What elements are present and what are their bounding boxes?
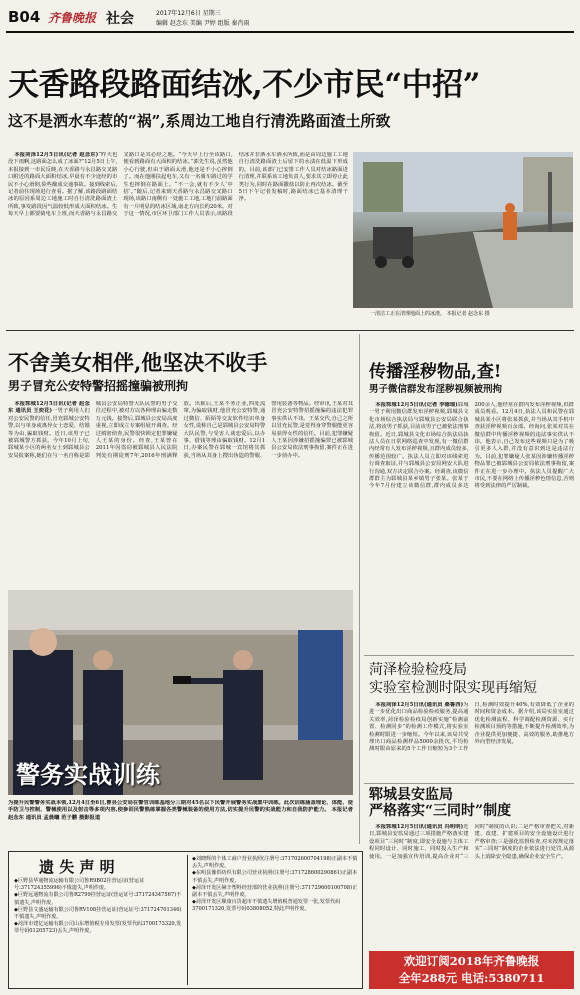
story5-body — [369, 824, 574, 949]
story5-dateline: 本报郓城12月5日讯(通讯员 冯明明) — [375, 824, 464, 830]
lost-notice-right-column — [192, 856, 358, 914]
notice-item: ◆菏泽开发区赫辛塑料经营部的营业执照(注册号:371729600100708)正副本不慎丢失,声明作废。 — [192, 884, 358, 899]
story3-body — [369, 402, 574, 652]
story3-text: 郓城一男子利用微信群发布淫秽视频,郓城县文化市场综合执法局与郓城县公安局联合执法,将该男子抓获,目前该男子已被依法刑事拘留。近日,郓城县文化市场综合执法局执法人员在日常网络巡查中发现,有一微信群内经常有人发布淫秽视频,且群内成员较多,传播范围较广。执法人员立即对该线索进行调查取证,并与郓城县公安局网安大队进行沟通,双方决定联合办案。经调查,该微信群群主为郓城县某乡镇男子张某。张某于今年7月份建立该微信群,群内成员多达200余人,他经常在群内发布淫秽视频,供群成员观看。12月4日,执法人员和民警在郓城县某小区将张某抓获,并当场从其手机中查获淫秽视频百余部。经询问,张某对其在微信群中传播淫秽视频的违法事实供认不讳。他表示,自己发布这些视频只是为了吸引更多人入群,并没有意识到这是违法行为。目前,犯罪嫌疑人张某因涉嫌传播淫秽物品罪已被郓城县公安局依法刑事拘留,案件正在进一步办理中。执法人员提醒广大市民,不要在网络上传播淫秽色情信息,否则将受到法律的严厉制裁。 — [369, 402, 574, 490]
story2-subheadline: 男子冒充公安特警招摇撞骗被刑拘 — [8, 379, 189, 393]
story5-text: 近日,郓城县安监局通过三项措施严格落实建设项目“三同时”制度,即安全设施与主体工程同时设计、同时施工、同时投入生产和使用。一是加强宣传培训,提高企业对“三同时”制度的认识;二是严格审查把关,对新建、改建、扩建项目的安全设施设计进行严格审查;三是强化监督检查,对未按规定落实“三同时”制度的企业依法进行处罚,从源头上消除安全隐患,确保企业安全生产。 — [369, 824, 574, 860]
story2-photo — [8, 590, 353, 795]
column-divider — [359, 334, 360, 844]
training-overlay-label: 警务实战训练 — [16, 761, 160, 789]
story2-headline: 不舍美女相伴,他坚决不收手 — [8, 350, 268, 375]
page-number: B04 — [8, 8, 41, 26]
section-name: 社会 — [106, 11, 134, 27]
editor-credits: 编辑 赵念东 美编 尹婷 组版 秦肖雨 — [156, 20, 250, 27]
notice-item: ◆东明县豫供纺织有限公司营业执照(注册号:371728600290861)正副本不慎丢失,声明作废。 — [192, 870, 358, 884]
lost-notice-left-column — [14, 878, 184, 936]
notice-item: ◆菏泽市建亿运输有限公司山东增值税专用发票(发票代码3700173320,发票号码01205723)丢失,声明作废。 — [14, 921, 182, 935]
story1-body — [8, 152, 348, 324]
story5-headline-2: 严格落实“三同时”制度 — [369, 803, 512, 819]
story4-body — [369, 702, 574, 780]
story4-headline-2: 实验室检测时限实现再缩短 — [369, 680, 537, 696]
notice-item: ◆刘晓辉的个体工商户营业执照(注册号:371702600704198)正副本不慎丢失,声明作废。 — [192, 856, 358, 870]
story1-photo — [353, 152, 573, 308]
notice-divider — [187, 855, 188, 985]
story4-dateline: 本报菏泽12月5日讯(通讯员 桑鲁西) — [375, 702, 464, 708]
header-rule — [6, 31, 574, 33]
story1-photo-caption: 一清洁工正在清理地面上的冰渣。 本报记者 赵念东 摄 — [370, 311, 490, 317]
notice-item: ◆菏泽开发区顺康百货超市不慎遗失增值税普通发票一张,发票代码3700171320,发票号码03808052,特此声明作废。 — [192, 899, 341, 913]
story2-dateline: 本报郓城12月5日讯(记者 赵念东 通讯员 王奕花) — [8, 401, 90, 415]
street-scene-image — [353, 152, 573, 308]
story4-headline: 菏泽检验检疫局 — [369, 662, 467, 678]
divider-1 — [6, 330, 574, 331]
story2-photo-caption: 为提升民警警务实战本领,12月4日至6日,曹县公安局在警官训练基地分三期对45名以下民警开展警务实战集中训练。此次训练涵盖理论、体能、徒手防卫与控制、警械使用以及射击等多项内容,使参训民警熟练掌握各类警械装备的使用方法,切实提升民警的实战能力和自我防护能力。 本报记者 赵念东 通讯员 孟晨曦 范子鹏 摄影报道 — [8, 800, 353, 821]
story3-headline: 传播淫秽物品,查! — [369, 362, 502, 382]
story1-subheadline: 这不是洒水车惹的“祸”,系周边工地自行清洗路面渣土所致 — [8, 112, 391, 130]
story1-headline: 天香路段路面结冰,不少市民“中招” — [8, 67, 480, 103]
notice-item: ◆巨野远通物流有限公司鲁R2799挂营运证(营运证号:371724347567)不慎遗失,声明作废。 — [14, 892, 182, 906]
lost-notice-title: 遗 失 声 明 — [39, 858, 115, 876]
story2-body — [8, 401, 353, 579]
notice-item: ◆巨野县华通物流运输有限公司鲁R9B02挂营运证(营运证号:371724355996)不慎遗失,声明作废。 — [14, 878, 145, 892]
story3-dateline: 本报郓城12月5日讯(记者 李德瑞) — [375, 402, 458, 408]
subscribe-banner — [369, 951, 574, 989]
masthead — [8, 6, 574, 30]
story1-dateline: 本报菏泽12月5日讯(记者 赵念东) — [14, 152, 99, 158]
story1-text: “昨天也没下雨啊,这路面怎么成了冰面?”12月5日上午,本报接到一市民反映,在天香路与永昌路交叉路口附近的路面大面积结冰,早晨有不少途经的市民不小心滑倒,险些酿成交通事故。接到线索后,记者前往现场进行查看。据了解,该路段路面结冰的原因系周边工地施工时自行清洗路面渣土所致,事发路段因气温较低形成大面积结冰。生每天早上都要骑电车上班,而天香路与永昌路交叉路口是其必经之地。“今天早上行至该路口,便看到路面有大面积的结冰。”郭先生说,虽然他小心行驶,但由于路面太滑,他还是不小心摔倒了。而在他刚扶起电车,又有一名骑车路过的学生也摔倒在路面上。“不一会,就有不少人‘中招’。”随后,记者来到天香路与永昌路交叉路口现场,该路口南侧有一处施工工地,工地门前路面有一片明显的结冰区域,南北方向长约20米。对于这一情况,市区环卫部门工作人员表示,该路段结冰并非洒水车洒水所致,而是由周边施工工地自行清洗路面渣土后留下的水渍在低温下形成的。目前,该部门已安排工作人员对结冰路面进行清理,并联系该工地负责人,要求其立即停止此类行为,同时在路面撒盐以防止再次结冰。截至5日下午记者发稿时,路面结冰已基本清理干净。 — [8, 152, 348, 218]
subscribe-line-1: 欢迎订阅2018年齐鲁晚报 — [403, 954, 540, 968]
subscribe-line-2: 全年288元 电话:5380711 — [398, 971, 545, 985]
story2-text: 一男子利用人们对公安民警的信任,冒充郓城公安特警,以与单身或离异女士恋爱、结婚等为由,骗取钱财。近日,该男子已被郓城警方抓获。今年10月上旬,郓城某小区的两名女士到郓城县公安局报案称,她们在与一名自称是郓城县公安局特警大队民警的男子交往过程中,被对方以各种理由骗走数万元钱。接警后,郓城县公安局高度重视,立即成立专案组展开调查。经过缜密侦查,民警很快锁定犯罪嫌疑人王某的身份。经查,王某曾在2011年因盗窃被郓城县人民法院判处有期徒刑7年,2016年刑满释放。出狱后,王某不务正业,四处流窜,为骗取钱财,他冒充公安特警,通过微信、陌陌等交友软件结识单身女性,谎称自己是郓城县公安局特警大队民警,与受害人谈恋爱后,以办事、借钱等理由骗取钱财。12月1日,办案民警在郓城一宾馆将其抓获,当场从其身上搜出伪造的警服、警用装备等物品。经审讯,王某对其冒充公安特警招摇撞骗的违法犯罪事实供认不讳。王某交代,自己之所以冒充民警,是觉得身穿警服能更容易获得女性的信任。目前,犯罪嫌疑人王某因涉嫌招摇撞骗罪已被郓城县公安局依法刑事拘留,案件正在进一步侦办中。 — [8, 401, 353, 459]
story4-text: 为进一步优化出口商品检验检疫服务,提高通关效率,菏泽检验检疫局创新实施“检测前置、检测同步”的检测工作模式,将实验室检测时限进一步缩短。今年以来,该局共受理出口商品检测样品5000余批次,平均检测时限由原来的5个工作日缩短为3个工作日,检测时效提升40%,有效降低了企业的时间和资金成本。据介绍,该局实验室通过优化检测流程、科学调配检测资源、实行检测项目预约等措施,不断提升检测效率,为企业提供更加便捷、高效的服务,助推地方外向型经济发展。 — [369, 702, 574, 753]
divider-3 — [364, 655, 574, 656]
divider-4 — [364, 783, 574, 784]
issue-date: 2017年12月6日 星期三 — [156, 10, 221, 17]
newspaper-logo: 齐鲁晚报 — [48, 11, 97, 25]
lost-notice-box — [8, 851, 363, 989]
story5-headline: 郓城县安监局 — [369, 787, 453, 803]
notice-item: ◆巨野县文盛运输有限公司鲁RV108挂营运证(营运证号:371724701346)不慎遗失,声明作废。 — [14, 906, 182, 921]
story3-subheadline: 男子微信群发布淫秽视频被刑拘 — [369, 384, 503, 395]
